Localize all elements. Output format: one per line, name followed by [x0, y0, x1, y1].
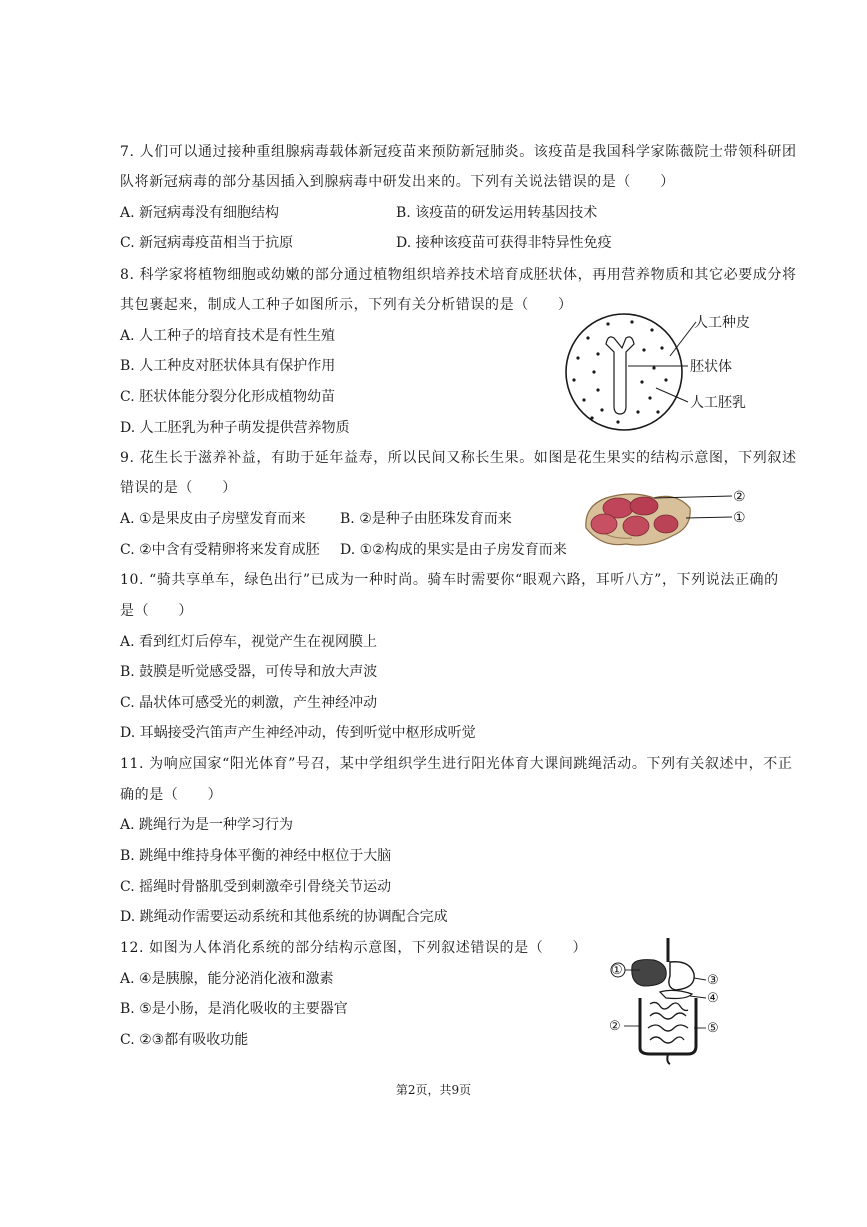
- page-number: 第2页，共9页: [395, 1083, 472, 1097]
- q11-option-c: C. 摇绳时骨骼肌受到刺激牵引骨绕关节运动: [120, 879, 392, 895]
- q9-option-c: C. ②中含有受精卵将来发育成胚: [120, 542, 320, 558]
- q9-stem-line2: 错误的是（ ）: [120, 480, 237, 496]
- q10-option-b: B. 鼓膜是听觉感受器，可传导和放大声波: [120, 664, 378, 680]
- q7-option-b: B. 该疫苗的研发运用转基因技术: [396, 205, 598, 221]
- q8-option-c: C. 胚状体能分裂分化形成植物幼苗: [120, 389, 336, 405]
- digestive-label-4: ④: [707, 991, 719, 1006]
- q8-stem-line1: 8. 科学家将植物细胞或幼嫩的部分通过植物组织培养技术培育成胚状体，再用营养物质和其它必要成分将: [120, 267, 797, 283]
- q11-option-d: D. 跳绳动作需要运动系统和其他系统的协调配合完成: [120, 909, 448, 925]
- peanut-label-2: ②: [733, 489, 746, 505]
- digestive-label-1: ①: [611, 963, 623, 978]
- digestive-label-2: ②: [609, 1019, 621, 1034]
- q7-option-a: A. 新冠病毒没有细胞结构: [120, 205, 280, 221]
- q10-option-c: C. 晶状体可感受光的刺激，产生神经冲动: [120, 695, 378, 711]
- q7-option-d: D. 接种该疫苗可获得非特异性免疫: [396, 235, 612, 251]
- q11-option-b: B. 跳绳中维持身体平衡的神经中枢位于大脑: [120, 848, 392, 864]
- q8-option-b: B. 人工种皮对胚状体具有保护作用: [120, 358, 336, 374]
- q10-option-d: D. 耳蜗接受汽笛声产生神经冲动，传到听觉中枢形成听觉: [120, 725, 476, 741]
- q7-stem-line1: 7. 人们可以通过接种重组腺病毒载体新冠疫苗来预防新冠肺炎。该疫苗是我国科学家陈薇院士带领科研团: [120, 144, 797, 160]
- digestive-label-3: ③: [707, 973, 719, 988]
- digestive-label-5: ⑤: [707, 1021, 719, 1036]
- q9-option-a: A. ①是果皮由子房壁发育而来: [120, 511, 306, 527]
- q8-option-a: A. 人工种子的培育技术是有性生殖: [120, 328, 336, 344]
- q12-option-c: C. ②③都有吸收功能: [120, 1032, 249, 1048]
- digestive-system-figure: [610, 936, 720, 1066]
- q10-stem-line2: 是（ ）: [120, 603, 193, 619]
- q9-option-d: D. ①②构成的果实是由子房发育而来: [340, 542, 567, 558]
- q7-stem-line2: 队将新冠病毒的部分基因插入到腺病毒中研发出来的。下列有关说法错误的是（ ）: [120, 174, 675, 190]
- label-artificial-endosperm: 人工胚乳: [690, 395, 746, 411]
- q10-option-a: A. 看到红灯后停车，视觉产生在视网膜上: [120, 634, 378, 650]
- peanut-label-1: ①: [733, 510, 746, 526]
- q8-stem-line2: 其包裹起来，制成人工种子如图所示，下列有关分析错误的是（ ）: [120, 297, 573, 313]
- q11-stem-line1: 11. 为响应国家“阳光体育”号召，某中学组织学生进行阳光体育大课间跳绳活动。下列有关叙述中，不正: [120, 756, 793, 772]
- q9-option-b: B. ②是种子由胚珠发育而来: [340, 511, 512, 527]
- q9-stem-line1: 9. 花生长于滋养补益，有助于延年益寿，所以民间又称长生果。如图是花生果实的结构示意图，下列叙述: [120, 450, 797, 466]
- peanut-figure: [580, 484, 740, 554]
- label-embryoid: 胚状体: [690, 359, 732, 375]
- q11-option-a: A. 跳绳行为是一种学习行为: [120, 817, 294, 833]
- q11-stem-line2: 确的是（ ）: [120, 787, 223, 803]
- q12-option-a: A. ④是胰腺，能分泌消化液和激素: [120, 971, 334, 987]
- q12-option-b: B. ⑤是小肠，是消化吸收的主要器官: [120, 1001, 348, 1017]
- label-artificial-coat: 人工种皮: [694, 315, 750, 331]
- q8-option-d: D. 人工胚乳为种子萌发提供营养物质: [120, 420, 350, 436]
- q12-stem-line1: 12. 如图为人体消化系统的部分结构示意图，下列叙述错误的是（ ）: [120, 940, 588, 956]
- q7-option-c: C. 新冠病毒疫苗相当于抗原: [120, 235, 294, 251]
- q10-stem-line1: 10. “骑共享单车，绿色出行”已成为一种时尚。骑车时需要你“眼观六路，耳听八方”，下列说法正确的: [120, 572, 779, 588]
